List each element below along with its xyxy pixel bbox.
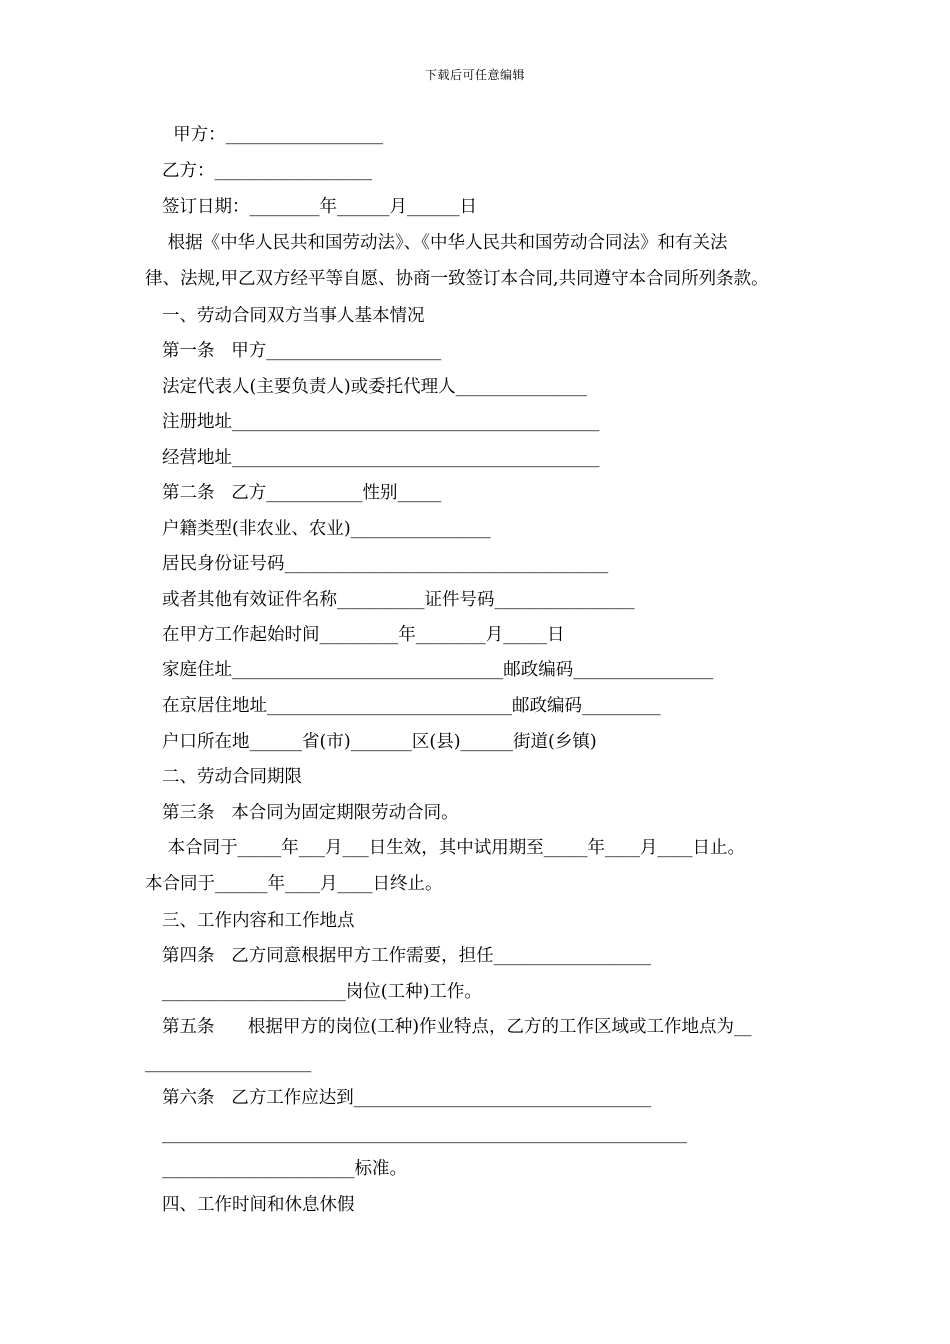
- registered-address-line: 注册地址__________________________________________: [162, 412, 600, 432]
- article-5-continued: ___________________: [145, 1053, 312, 1073]
- preamble-line-2: 律、法规,甲乙双方经平等自愿、协商一致签订本合同,共同遵守本合同所列条款。: [145, 269, 769, 289]
- article-6-blank-line: ____________________________________________________________: [162, 1124, 687, 1144]
- section-4-heading: 四、工作时间和休息休假: [162, 1195, 355, 1215]
- contract-effective-line: 本合同于_____年___月___日生效，其中试用期至_____年____月____日止。: [162, 838, 746, 858]
- article-1-line: 第一条 甲方____________________: [162, 341, 442, 361]
- legal-rep-line: 法定代表人(主要负责人)或委托代理人_______________: [162, 377, 587, 397]
- start-time-line: 在甲方工作起始时间_________年________月_____日: [162, 625, 565, 645]
- household-type-line: 户籍类型(非农业、农业)________________: [162, 519, 491, 539]
- business-address-line: 经营地址__________________________________________: [162, 448, 600, 468]
- contract-end-line: 本合同于______年____月____日终止。: [145, 874, 443, 894]
- section-1-heading: 一、劳动合同双方当事人基本情况: [162, 306, 425, 326]
- article-6-standard-line: ______________________标准。: [162, 1159, 407, 1179]
- party-a-line: 甲方：__________________: [162, 125, 384, 145]
- article-4-line: 第四条 乙方同意根据甲方工作需要，担任__________________: [162, 946, 652, 966]
- preamble-line-1: 根据《中华人民共和国劳动法》、《中华人民共和国劳动合同法》和有关法: [162, 233, 728, 253]
- page-header-note: 下载后可任意编辑: [424, 68, 525, 82]
- sign-date-line: 签订日期：________年______月______日: [162, 197, 477, 217]
- article-3-line: 第三条 本合同为固定期限劳动合同。: [162, 803, 459, 823]
- section-3-heading: 三、工作内容和工作地点: [162, 911, 355, 931]
- other-id-line: 或者其他有效证件名称__________证件号码________________: [162, 590, 635, 610]
- article-4-continued: _____________________岗位(工种)工作。: [162, 982, 482, 1002]
- article-5-line: 第五条 根据甲方的岗位(工种)作业特点，乙方的工作区域或工作地点为__: [162, 1017, 752, 1037]
- hukou-location-line: 户口所在地______省(市)_______区(县)______街道(乡镇): [162, 732, 597, 752]
- section-2-heading: 二、劳动合同期限: [162, 767, 302, 787]
- party-b-line: 乙方：__________________: [162, 161, 372, 181]
- home-address-line: 家庭住址_______________________________邮政编码________________: [162, 660, 714, 680]
- beijing-address-line: 在京居住地址____________________________邮政编码_________: [162, 696, 661, 716]
- article-6-line: 第六条 乙方工作应达到__________________________________: [162, 1088, 652, 1108]
- article-2-line: 第二条 乙方___________性别_____: [162, 483, 442, 503]
- id-number-line: 居民身份证号码_____________________________________: [162, 554, 609, 574]
